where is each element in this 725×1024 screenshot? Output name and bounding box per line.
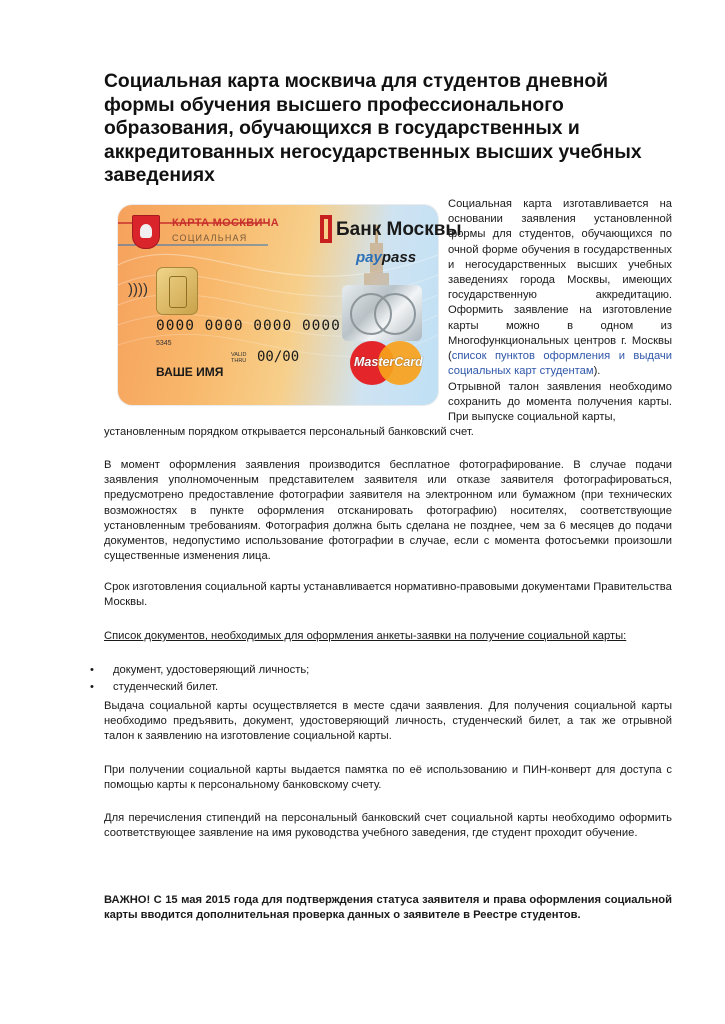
card-number: 0000 0000 0000 0000: [156, 318, 341, 334]
list-item-text: студенческий билет.: [113, 680, 219, 693]
card-subtitle: СОЦИАЛЬНАЯ: [172, 233, 248, 243]
mfc-list-link[interactable]: список пунктов оформления и выдачи социальных карт студентам: [448, 350, 672, 378]
bullet-icon: •: [90, 680, 94, 693]
page-title: Социальная карта москвича для студентов дневной формы обучения высшего профессионального образования, обучающихся в государственных и аккредитованных негосударственных высших учебных заведениях: [104, 71, 642, 186]
important-notice: ВАЖНО! С 15 мая 2015 года для подтверждения статуса заявителя и права оформления социальной карты вводится дополнительная проверка данных о заявителе в Реестре студентов.: [104, 894, 672, 922]
paypass-pay: pay: [356, 249, 382, 266]
list-item: [90, 662, 650, 679]
term-paragraph: Срок изготовления социальной карты устанавливается нормативно-правовыми документами Правительства Москвы.: [104, 581, 672, 609]
documents-heading: Список документов, необходимых для оформления анкеты-заявки на получение социальной карты:: [104, 630, 627, 642]
card-expiry: 00/00: [257, 349, 300, 365]
card-bin-number: 5345: [156, 340, 172, 347]
paypass-logo: [356, 249, 416, 266]
emv-chip-icon: [156, 267, 198, 315]
stipend-paragraph: Для перечисления стипендий на персональный банковский счет социальной карты необходимо оформить соответствующее заявление на имя руководства учебного заведения, где студент проходит обучение.: [104, 812, 672, 840]
issue-paragraph: Выдача социальной карты осуществляется в месте сдачи заявления. Для получения социальной карты необходимо предъявить, документ, удостоверяющий личность, студенческий билет, а так же отрывной талон к заявлению на изготовление социальной карты.: [104, 700, 672, 743]
mastercard-wordmark: MasterCard: [354, 355, 423, 369]
valid-thru-label: VALID THRU: [231, 352, 247, 364]
tear-off-paragraph-continued: установленным порядком открывается персональный банковский счет.: [104, 426, 474, 438]
intro-text: Социальная карта изготавливается на основании заявления установленной формы для студентов, обучающихся по очной форме обучения в государственных и негосударственных высших учебных заведениях города Москвы, имеющих государственную аккредитацию. Оформить заявление на изготовление карты можно в одном из Многофункциональных центров г. Москвы (: [448, 198, 672, 363]
list-item-text: документ, удостоверяющий личность;: [113, 664, 310, 676]
memo-paragraph: При получении социальной карты выдается памятка по её использованию и ПИН-конверт для доступа с помощью карты к персональному банковскому счету.: [104, 764, 672, 792]
mastercard-logo-icon: [350, 341, 422, 385]
bank-of-moscow-logo-icon: [320, 215, 332, 243]
hologram-icon: [342, 285, 422, 341]
tear-off-paragraph: Отрывной талон заявления необходимо сохранить до момента получения карты. При выпуске социальной карты,: [448, 381, 672, 424]
paypass-pass: pass: [381, 249, 417, 266]
bank-name: Банк Москвы: [336, 219, 462, 240]
intro-paragraph: [448, 197, 672, 379]
contactless-icon: )))): [128, 281, 148, 298]
bullet-icon: •: [90, 664, 94, 676]
card-holder-name: ВАШЕ ИМЯ: [156, 365, 224, 379]
moscow-coat-of-arms-icon: [132, 215, 160, 249]
documents-list: [90, 662, 650, 695]
list-item: [90, 679, 650, 696]
social-card-image: [118, 205, 462, 405]
photo-paragraph: В момент оформления заявления производится бесплатное фотографирование. В случае подачи заявления уполномоченным представителем заявителя или отказе заявителя фотографироваться, предусмотрено предоставление фотографии заявителя на электронном или бумажном (при технических возможностях в пункте оформления отсканировать фотографию) носителях, соответствующие установленным требованиям. Фотография должна быть сделана не позднее, чем за 6 месяцев до подачи документов, недопустимо использование фотографии в случае, если с момента фотосъемки произошли существенные изменения лица.: [104, 459, 672, 563]
intro-text-end: ).: [593, 365, 601, 378]
card-brand: КАРТА МОСКВИЧА: [172, 217, 279, 229]
